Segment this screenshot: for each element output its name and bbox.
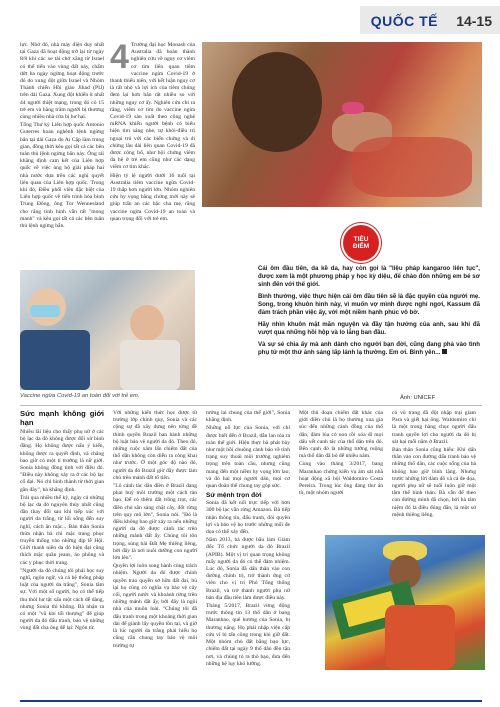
footer-line xyxy=(20,700,482,702)
bottom-column-2 xyxy=(113,410,197,700)
photo-caption: Vaccine ngừa Covid-19 an toàn đối với trẻ em. xyxy=(20,393,140,399)
divider xyxy=(20,405,482,406)
highlight-paragraph: Hãy nhìn khuôn mặt mãn nguyện và đầy tận hưởng của anh, sau khi đã vượt qua những hồi hộp và lo lắng ban đầu. xyxy=(258,321,480,336)
paragraph: Trường đại học Monash của Australia đã hoàn thành nghiên cứu về nguy cơ viêm cơ tim liên quan tiêm vaccine ngừa Covid-19 ở thanh thiếu niên, với kết luận nguy cơ là rất nhỏ và lợi ích của tiêm chủng đem lại hơn hẳn rất nhiều so với những nguy cơ ấy. Nghiên cứu chỉ ra rằng, viêm cơ tim do vaccine ngừa Covid-19 sản xuất theo công nghệ mRNA khiến người bệnh có biểu hiện tim sáng nhe, tự khỏi-điều trị ngoại trú với các biến chứng và di chứng lâu dài liên quan Covid-19 đã được công bố, như hội chứng viêm đa hệ ở trẻ em cũng như các dạng viêm cơ tim khác. xyxy=(110,42,195,171)
photo-child-vaccination xyxy=(20,270,195,390)
end-mark xyxy=(442,349,447,354)
paragraph: Cùng vào tháng 3/2017, bang Maranhao chứng kiến vụ ám sát nhà hoạt động xã hội Waldomiro Costa Pereira. Trong lúc ông đang thư án tù, một nhóm người xyxy=(299,461,383,497)
dropcap-number: 4 xyxy=(110,42,129,76)
paragraph: Trải qua nhiều thế kỷ, ngày cả những bộ lạc da đỏ nguyên thủy nhất cũng dần thay đổi sau khi tiếp xúc với người da trắng, từ lối sống đến suy nghĩ, cách ăn mặc... Bản thân Sonia thừa nhận bà chỉ mặc trang phục truyền thống vào những dịp lễ Hội. Giới thanh niên da đỏ hiện đại cũng thích mặc quần jeans, áo phông và các y phục thời trang. xyxy=(20,494,104,566)
bottom-column-5 xyxy=(392,410,476,535)
tieu-diem-badge: TIÊU ĐIỂM xyxy=(343,225,379,261)
paragraph: Quyền lợi luôn song hành cùng trách nhiệm. Người da đỏ được chính quyền trao quyền sở hữu đất đai, bù lại họ cũng có nghĩa vụ bảo vệ cây cối, người nước và khoảnh rừng trên những mảnh đất ấy, bởi đây là ngôi nhà của muôn loài. "Chúng tôi đã đấu tranh trong một khoảng thời gian dài để giành lấy quyền tồn tại, và giờ là lúc người da trắng phải hiểu họ cũng cần chung tay bảo vệ môi trường tự xyxy=(113,563,197,649)
highlight-text xyxy=(258,265,480,361)
article-column-2 xyxy=(110,42,195,267)
photo-indigenous-activist xyxy=(325,535,485,670)
paragraph: Năm 2013, bà được bầu làm Giám đốc Tổ chức người da đỏ Brazil (APIB). Một vị trí quan trọng không mấy người da đỏ có thể đảm nhiệm. Lúc đó, Sonia đã dấn thân vào con đường chính trị, trở thành ứng cử viên cho vị trí Phó Tổng thống Brazil, và trở thành người phụ nữ bản địa đầu tiên làm được điều này. xyxy=(206,537,290,601)
bottom-column-3 xyxy=(206,410,290,700)
paragraph: Tổng Thư ký Liên hợp quốc Antonio Guterres hoan nghênh lệnh ngừng bắn tại dải Gaza do Ai Cập làm trung gian, đồng thời kêu gọi tất cả các bên tuân thủ lệnh ngừng bắn này. Ông tái khẳng định cam kết của Liên hợp quốc về việc ủng hộ giải pháp hai nhà nước dựa trên các nghị quyết liên quan của Liên hợp quốc. Trong khi đó, Điều phối viên đặc biệt của Liên hợp quốc về tiến trình hòa bình Trung Đông, ông Tor Wennesland cho rằng tình hình vẫn rất "mong manh" và kêu gọi tất cả các bên tuân thủ lệnh ngừng bắn. xyxy=(20,122,104,230)
highlight-paragraph: Và sự sẻ chia ấy mà anh dành cho người bạn đời, cũng đang phả vào tình phụ tử một thứ ánh sáng lấp lánh lạ thường. Em ơi. Bình yên... xyxy=(258,341,480,356)
paragraph: có vũ trang đã đột nhập trại giam Para và giết hại ông. Waldomiro chỉ là một trong hàng chục người đấu tranh quyền lợi cho người da đỏ bị sát hại mỗi năm ở Brazil. xyxy=(392,410,476,445)
highlight-paragraph: Bình thường, việc thực hiện cái ôm đầu tiên sẽ là đặc quyền của người mẹ. Song, trong khuôn hình này, vì muốn vợ mình được nghỉ ngơi, Kassum đã đảm trách phần việc ấy, với một niềm hạnh phúc vô bờ. xyxy=(258,293,480,316)
paragraph: Bản thân Sonia cũng hiểu: Khi dấn thân vào con đường đấu tranh bảo vệ những thổ dân, các cuộc sống của bà không bao giờ bình lặng. Nhưng trước những lời dàm dồ và cả đe dọa, người phụ nữ sẽ tuổi luôn giữ một tâm thế bình thản. Bà vẫn để theo con đường mình đã chọn, bởi bà tâm niệm đó là điều đúng đắn, là một sứ mệnh thiêng liêng. xyxy=(392,447,476,518)
photo-father-holding-newborn xyxy=(202,42,482,207)
page-numbers: 14-15 xyxy=(456,13,492,29)
photo-credit: Ảnh: UNICEF xyxy=(400,395,436,401)
paragraph: "Lô cảnh tác dân điền ở Brazil đang phai huỷ môi trường một cách tàn bạo. Để có thêm đất trồng trọt, các điền chủ sẵn sàng chặt cây, đốt rừng trên quy mô lớn", Sonia nói. "Đó là điều không bao giờ xảy ra nếu những người da đỏ được cảnh tác trên những mảnh đất ấy. Chúng tôi tôn trọng, sùng bái Đất Mẹ thiêng liêng, bởi đây là nơi nuôi dưỡng con người lớn lên". xyxy=(113,483,197,562)
paragraph: Những nỗ lực của Sonia, với chỉ được biết đến ở Brazil, dẫn lan tỏa ra toàn thế giới. Hiện thực bà phát bày như một hồi chuông cảnh báo về tình trạng suy thoái môi trường nghiêm trọng trên toàn cầu, nhưng cũng mang đến một niềm hy vọng lớn lao; và đó hai mọi người dân, mọi cơ quan đoàn thể chung tay góp sức. xyxy=(206,425,290,490)
subheading: Sứ mệnh trọn đời xyxy=(206,492,262,500)
paragraph: tưởng lai chung của thế giới", Sonia khẳng định. xyxy=(206,410,290,424)
paragraph: Sonia đã kết nối trực tiếp với hơn 300 bộ lạc vẫn rừng Amazon. Bà tiếp nhận thông tin, đấu tranh, đòi quyền lợi và bảo vệ họ trước những mối đe dọa có thể xảy đến. xyxy=(206,500,290,536)
paragraph: lực. Nhờ đó, nhà máy điện duy nhất tại Gaza đã hoạt động trở lại từ ngày 8/8 khi các xe tải chở xăng từ Israel có thể tiến vào vùng đất này, chấm dứt ba ngày ngừng hoạt động trước đó do xung đột giữa Israel và Nhóm Thánh chiến Hồi giáo Jihad (PIJ) trên dải Gaza. Xung đột khiến ít nhất 44 người thiệt mạng, trong đó có 15 trẻ em và hàng trăm người bị thương cùng nhiều nhà cửa bị hư hại. xyxy=(20,42,104,121)
paragraph: Một thủ đoạn chiếm đất khác của giới điền chủ là họ thường xua gia súc đến những cánh đồng của thổ dân, đám lúa cỏ non rồi xóa đi mọi dấu vết canh tác của thổ dân trên đó. Bên cạnh đó là những tướng ruộng mà thổ dân đã bỏ để nhiều năm. xyxy=(299,410,383,460)
bottom-column-1 xyxy=(20,410,104,700)
paragraph: Nhiều lãi liệu cho thấy phụ nữ ở các bộ lạc da đỏ không được đối xử bình đẳng. Họ không được nấu ý kiến, không được ra quyết định, và chẳng bao giờ có một tí trưởng là nữ giới. Sonia không đồng tình với điều đó. "Điều này không xảy ra ở các bộ lạc cổ đại. Nó chỉ hình thành từ thời gian gần đây", bà khẳng định. xyxy=(20,429,104,493)
bottom-column-4 xyxy=(299,410,383,530)
paragraph: "Người da đỏ chúng tôi phải học suy nghĩ, ngôn ngữ, và cả hệ thống pháp luật của người da trắng", Sonia tâm sự. Với một số người, họ có thể tiếp thu thói hư tật xấu một cách dễ dàng, nhưng Sonia thì không. Bà nhận ra có một "vũ khí tối thượng" để giúp người da đỏ đấu tranh, bảo vệ những vùng đất cha ông để lại: Ngôn từ. xyxy=(20,567,104,632)
paragraph: Hiện tỷ lệ người dưới 16 tuổi tại Australia tiêm vaccine ngừa Covid-19 thấp hơn người lớn. Nhóm nghiên cứu hy vọng bằng chứng mới này sẽ giúp trấn an các bậc cha mẹ, rằng vaccine ngừa Covid-19 an toàn và quan trọng đối với trẻ em. xyxy=(110,172,195,222)
article-column-1 xyxy=(20,42,104,270)
paragraph: Tháng 5/2017, Brazil vừng động trước thông tin 13 thổ dân ở bang Maranhao, quê hương của Sonia, bị thương nặng. Họ phải nhập viện cấp cứu vì bị tấn công trong khi giữ đất. Một nhóm chủ đất bằng bạo lực, chiếm đất tại ngày 9 thổ dân đền tận nơi, và chúng tỏ ra thô bạo, đưa đến những hệ lụy khó lường. xyxy=(206,603,290,667)
page-header xyxy=(0,0,500,38)
section-title: QUỐC TẾ xyxy=(370,13,438,29)
subheading: Sức mạnh không giới hạn xyxy=(20,410,104,427)
paragraph: Với những kiến thức học được từ trường lớp chính quy, Sonia và các cộng sự đã xây dựng nên từng đề thỉnh quyền Brazil ban hành những bộ luật bảo vệ người da đỏ. Theo đó, những cuộc xâm lấn chiếm đất của thổ dân không còn diễn ra công khai như trước. Ở một góc độ nào đó, người da đỏ Brazil giờ đây được làm chủ trên mảnh đất tổ tiên. xyxy=(113,410,197,481)
highlight-paragraph: Cái ôm đầu tiên, da kề da, hay còn gọi là "liệu pháp kangaroo liên tục", được xem là một phương pháp y học kỳ diệu, để chào đón những em bé sơ sinh đến với thế giới. xyxy=(258,265,480,288)
